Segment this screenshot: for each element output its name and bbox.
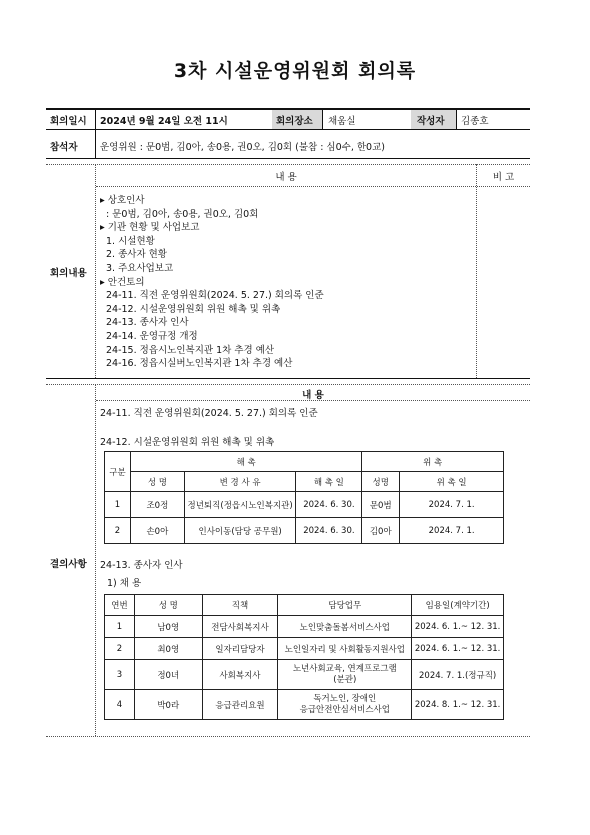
agenda-line: 24-12. 시설운영위원회 위원 해촉 및 위촉 bbox=[106, 303, 281, 315]
table-cell: 4 bbox=[105, 690, 135, 720]
resolution-header: 내 용 bbox=[302, 390, 324, 401]
divider bbox=[46, 378, 530, 379]
agenda-line: 1. 시설현황 bbox=[106, 235, 155, 247]
table-row bbox=[105, 616, 504, 638]
column-header: 성 명 bbox=[134, 595, 202, 616]
col-group-header: 구분 bbox=[105, 452, 131, 492]
agenda-line: 2. 종사자 현황 bbox=[106, 249, 167, 261]
table-cell: 1 bbox=[105, 492, 131, 518]
divider bbox=[46, 164, 530, 165]
divider bbox=[476, 164, 477, 378]
place-value: 채움실 bbox=[328, 116, 356, 127]
table-cell: 응급관리요원 bbox=[202, 690, 278, 720]
table-cell: 문0범 bbox=[362, 492, 400, 518]
column-header: 연번 bbox=[105, 595, 135, 616]
table-row bbox=[105, 518, 504, 544]
table-cell: 2024. 6. 30. bbox=[296, 492, 362, 518]
writer-label: 작성자 bbox=[417, 116, 445, 127]
divider bbox=[456, 108, 457, 129]
date-value: 2024년 9월 24일 오전 11시 bbox=[100, 116, 228, 127]
table-cell: 노인맞춤돌봄서비스사업 bbox=[278, 616, 412, 638]
table-cell: 2024. 6. 30. bbox=[296, 518, 362, 544]
divider bbox=[46, 129, 530, 130]
table-cell: 2024. 7. 1. bbox=[400, 492, 504, 518]
table-cell: 2024. 6. 1.~ 12. 31. bbox=[412, 638, 504, 660]
agenda-line: ▸ 상호인사 bbox=[100, 195, 145, 206]
table-cell: 남0영 bbox=[134, 616, 202, 638]
table-cell: 2 bbox=[105, 638, 135, 660]
content-header: 내 용 bbox=[275, 172, 297, 183]
table-cell: 정년퇴직(정읍시노인복지관) bbox=[184, 492, 296, 518]
table-cell: 정0녀 bbox=[134, 660, 202, 690]
table-cell: 2024. 8. 1.~ 12. 31. bbox=[412, 690, 504, 720]
column-header: 직책 bbox=[202, 595, 278, 616]
remarks-header: 비 고 bbox=[492, 172, 515, 183]
resolution-item-1: 24-11. 직전 운영위원회(2024. 5. 27.) 회의록 인준 bbox=[100, 408, 318, 419]
divider bbox=[95, 384, 96, 736]
table-cell: 2024. 7. 1. bbox=[400, 518, 504, 544]
resolution-item-3: 24-13. 종사자 인사 bbox=[100, 560, 183, 571]
column-header: 해 촉 일 bbox=[296, 472, 362, 492]
attendees-label: 참석자 bbox=[50, 142, 78, 153]
divider bbox=[95, 108, 96, 158]
resolution-label: 결의사항 bbox=[50, 559, 87, 570]
column-header: 담당업무 bbox=[278, 595, 412, 616]
hiring-table bbox=[104, 594, 504, 720]
table-cell: 독거노인, 장애인 응급안전안심서비스사업 bbox=[278, 690, 412, 720]
dismiss-header: 해 촉 bbox=[130, 452, 361, 472]
agenda-line: : 문0범, 김0아, 송0용, 권0오, 김0회 bbox=[106, 208, 259, 220]
attendees-value: 운영위원 : 문0범, 김0아, 송0용, 권0오, 김0회 (불참 : 심0수, 한0교) bbox=[100, 142, 385, 153]
divider bbox=[96, 186, 530, 187]
table-row bbox=[105, 690, 504, 720]
bottom-border bbox=[46, 736, 530, 737]
agenda-line: 24-13. 종사자 인사 bbox=[106, 317, 189, 329]
table-cell: 박0라 bbox=[134, 690, 202, 720]
table-cell: 인사이동(담당 공무원) bbox=[184, 518, 296, 544]
writer-value: 김종호 bbox=[461, 116, 489, 127]
resolution-item-3-sub: 1) 채 용 bbox=[107, 578, 142, 589]
table-cell: 최0영 bbox=[134, 638, 202, 660]
table-cell: 2024. 6. 1.~ 12. 31. bbox=[412, 616, 504, 638]
table-cell: 3 bbox=[105, 660, 135, 690]
table-cell: 김0아 bbox=[362, 518, 400, 544]
column-header: 성명 bbox=[362, 472, 400, 492]
table-row bbox=[105, 660, 504, 690]
column-header: 성 명 bbox=[130, 472, 184, 492]
resolution-item-2: 24-12. 시설운영위원회 위원 해촉 및 위촉 bbox=[100, 437, 275, 448]
agenda-line: 24-14. 운영규정 개정 bbox=[106, 330, 198, 342]
table-cell: 1 bbox=[105, 616, 135, 638]
column-header: 임용일(계약기간) bbox=[412, 595, 504, 616]
agenda-line: 24-11. 직전 운영위원회(2024. 5. 27.) 회의록 인준 bbox=[106, 290, 324, 302]
column-header: 변 경 사 유 bbox=[184, 472, 296, 492]
date-label: 회의일시 bbox=[50, 116, 87, 127]
appointment-table bbox=[104, 451, 504, 544]
agenda-line: ▸ 기관 현황 및 사업보고 bbox=[100, 222, 200, 234]
agenda-list bbox=[100, 194, 324, 371]
appoint-header: 위 촉 bbox=[362, 452, 504, 472]
divider bbox=[322, 108, 323, 129]
table-cell: 노인일자리 및 사회활동지원사업 bbox=[278, 638, 412, 660]
place-label: 회의장소 bbox=[276, 116, 313, 127]
divider bbox=[95, 164, 96, 378]
column-header: 위 촉 일 bbox=[400, 472, 504, 492]
agenda-line: 3. 주요사업보고 bbox=[106, 262, 174, 274]
table-cell: 손0아 bbox=[130, 518, 184, 544]
content-label: 회의내용 bbox=[50, 268, 87, 279]
table-row bbox=[105, 638, 504, 660]
table-cell: 사회복지사 bbox=[202, 660, 278, 690]
table-row bbox=[105, 492, 504, 518]
agenda-line: 24-16. 정읍시실버노인복지관 1차 추경 예산 bbox=[106, 358, 293, 370]
divider bbox=[46, 384, 530, 385]
table-cell: 조0정 bbox=[130, 492, 184, 518]
table-cell: 2 bbox=[105, 518, 131, 544]
table-cell: 2024. 7. 1.(정규직) bbox=[412, 660, 504, 690]
agenda-line: 24-15. 정읍시노인복지관 1차 추경 예산 bbox=[106, 344, 275, 356]
divider bbox=[46, 158, 530, 159]
page-title: 3차 시설운영위원회 회의록 bbox=[173, 60, 417, 82]
table-cell: 일자리담당자 bbox=[202, 638, 278, 660]
table-cell: 전담사회복지사 bbox=[202, 616, 278, 638]
agenda-line: ▸ 안건토의 bbox=[100, 276, 145, 288]
table-cell: 노년사회교육, 연계프로그램 (분관) bbox=[278, 660, 412, 690]
